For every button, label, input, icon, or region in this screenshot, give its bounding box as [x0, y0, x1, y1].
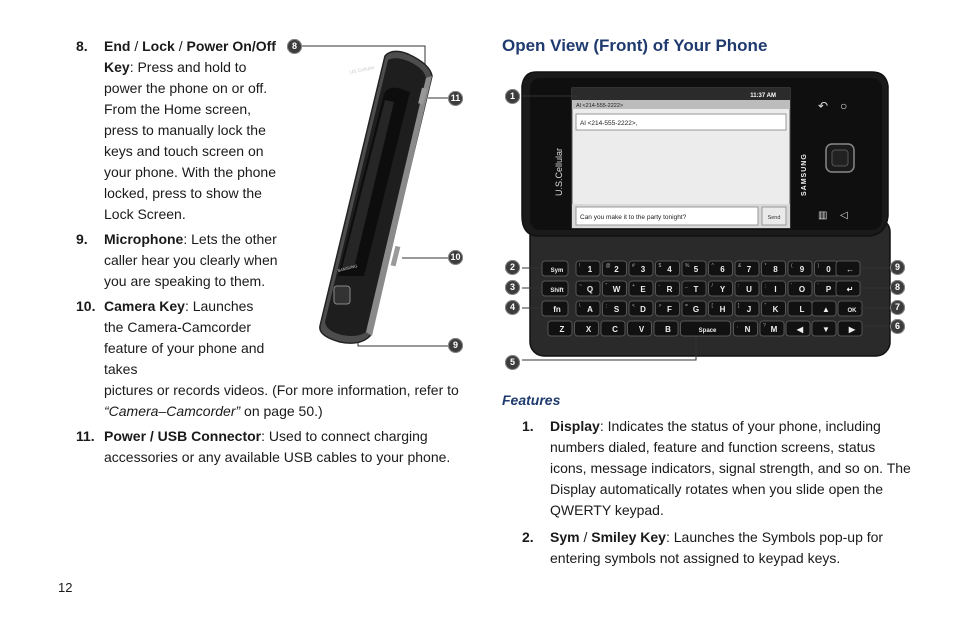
key-5-label: 5 [693, 265, 699, 274]
key-n-label: N [744, 325, 751, 334]
message-field: Can you make it to the party tonight? [580, 214, 687, 221]
callout-10: 10 [448, 250, 463, 265]
key-w-label: W [612, 285, 621, 294]
lock-key-label: Lock [142, 38, 175, 54]
key-y-symbol: / [711, 283, 713, 289]
list-item-11 [76, 426, 454, 468]
open-view-phone-figure [500, 66, 920, 366]
key-s-label: S [613, 305, 620, 314]
callout-8: 8 [287, 39, 302, 54]
search-icon[interactable]: ○ [840, 99, 848, 113]
power-usb-label: Power / USB Connector [104, 428, 262, 444]
backspace-key-label: ← [846, 265, 854, 274]
camera-key-label: Camera Key [104, 298, 185, 314]
key-i-symbol: ; [764, 283, 766, 289]
key-g-label: G [692, 305, 700, 314]
key-m-symbol: ? [763, 323, 766, 329]
callout-1: 1 [505, 89, 520, 104]
key-0-label: 0 [826, 265, 831, 274]
side-phone-brand: US Cellular [349, 64, 376, 76]
key-d-label: D [640, 305, 646, 314]
key-v-label: V [638, 325, 645, 334]
feature-item-1 [522, 416, 912, 521]
back-icon[interactable]: ↶ [818, 99, 829, 113]
key-1-label: 1 [587, 265, 593, 274]
shift-key-label: Shift [550, 288, 564, 294]
key-4-label: 4 [667, 265, 672, 274]
key-c-label: C [612, 325, 618, 334]
right-column [522, 416, 912, 573]
side-phone-maker: SAMSUNG [337, 263, 358, 273]
key-4-symbol: $ [658, 263, 662, 269]
key-b-label: B [665, 325, 671, 334]
item-number: 10. [76, 298, 96, 314]
key-a-label: A [587, 305, 593, 314]
carrier-logo: U.S.Cellular [554, 147, 564, 196]
key-r-label: R [666, 285, 673, 294]
conversation-header: Al <214-555-2222> [576, 103, 624, 109]
key-t-label: T [693, 285, 699, 294]
key-9-label: 9 [799, 265, 805, 274]
key-z-label: Z [559, 325, 565, 334]
key-7-symbol: & [738, 263, 742, 269]
fn-key-label: fn [553, 305, 561, 314]
key-e-symbol: + [632, 283, 635, 289]
microphone-label: Microphone [104, 231, 184, 247]
key-m-label: M [770, 325, 778, 334]
key-k-label: K [772, 305, 779, 314]
key-x-label: X [585, 325, 592, 334]
enter-key-label: ↵ [846, 285, 854, 294]
callout-11: 11 [448, 91, 463, 106]
features-subheading: Features [502, 392, 561, 408]
ok-key-label: OK [847, 308, 857, 314]
smiley-key-label: Smiley Key [591, 529, 666, 545]
key-0-symbol: ) [817, 263, 820, 269]
item-number: 8. [76, 38, 88, 54]
key-h-symbol: [ [711, 303, 713, 309]
display-label: Display [550, 418, 600, 434]
key-k-symbol: " [764, 303, 767, 309]
key-3-symbol: # [632, 263, 635, 269]
list-item-10: 10. Camera Key: Launches the Camera-Camcorder feature of your phone and takes pictures or records videos. (For more information, refer to “Camera–Camcorder” on page 50.) [76, 298, 459, 419]
callout-8-open: 8 [890, 280, 905, 295]
nav-up-key-label: ▲ [822, 305, 830, 314]
home-icon[interactable]: ◁ [840, 210, 848, 221]
sym-key-label: Sym [550, 268, 564, 274]
list-item-8: 8. End / Lock / Power On/Off Key: Press and hold to power the phone on or off. From the Home screen, press to manually lock the keys and touch screen on your phone. With the phone locked, press to show the Lock Screen. [76, 38, 277, 222]
sym-key-label: Sym [550, 529, 580, 545]
key-q-symbol: ~ [579, 283, 582, 289]
key-r-symbol: - [658, 283, 661, 289]
key-d-symbol: < [632, 303, 635, 309]
nav-right-key-label: ▶ [848, 325, 856, 334]
key-9-symbol: ( [791, 263, 793, 269]
key-u-label: U [746, 285, 752, 294]
key-n-symbol: , [736, 323, 738, 329]
item-description: : Used to connect charging accessories or any available USB cables to your phone. [104, 428, 451, 465]
end-key-label: End [104, 38, 131, 54]
key-j-symbol: ] [738, 303, 740, 309]
key-j-label: J [746, 305, 752, 314]
callout-6: 6 [890, 319, 905, 334]
key-u-symbol: : [738, 283, 740, 289]
key-1-symbol: ! [579, 263, 581, 269]
item-number: 9. [76, 231, 88, 247]
item-number: 11. [76, 428, 95, 444]
menu-icon[interactable]: ▥ [818, 210, 828, 221]
key-a-symbol: \ [579, 303, 581, 309]
side-view-phone-figure [280, 36, 470, 356]
item-description: : Indicates the status of your phone, including numbers dialed, feature and function screens, status icons, message indicators, signal strength, and so on. The Display automatically rotates when you slide open the QWERTY keypad. [550, 418, 911, 518]
key-w-symbol: " [605, 283, 608, 289]
key-i-label: I [774, 285, 777, 294]
key-3-label: 3 [640, 265, 646, 274]
maker-logo: SAMSUNG [801, 153, 808, 196]
key-o-symbol: ' [791, 283, 792, 289]
callout-7: 7 [890, 300, 905, 315]
callout-4: 4 [505, 300, 520, 315]
key-6-symbol: ^ [711, 263, 714, 269]
item-number: 2. [522, 529, 534, 545]
key-6-label: 6 [720, 265, 725, 274]
key-q-label: Q [586, 285, 594, 294]
key-o-label: O [798, 285, 806, 294]
item-description: : Launches the Symbols pop-up for entering symbols not assigned to keypad keys. [550, 529, 884, 566]
key-8-symbol: * [764, 263, 767, 269]
nav-down-key-label: ▼ [822, 325, 830, 334]
callout-2: 2 [505, 260, 520, 275]
key-e-label: E [640, 285, 646, 294]
key-f-symbol: > [658, 303, 662, 309]
feature-item-2: 2. Sym / Smiley Key: Launches the Symbols pop-up for entering symbols not assigned to keypad keys. [522, 529, 884, 566]
list-item-9 [76, 229, 284, 292]
power-key-label: Power On/Off Key [104, 38, 276, 75]
recipient-field: Al <214-555-2222>, [580, 120, 638, 127]
key-2-symbol: @ [605, 263, 611, 269]
key-g-symbol: = [685, 303, 688, 309]
key-7-label: 7 [746, 265, 752, 274]
callout-9: 9 [448, 338, 463, 353]
key-8-label: 8 [773, 265, 778, 274]
status-time: 11:37 AM [750, 93, 776, 99]
item-number: 1. [522, 418, 534, 434]
callout-3: 3 [505, 280, 520, 295]
nav-left-key-label: ◀ [796, 325, 804, 334]
section-heading: Open View (Front) of Your Phone [502, 36, 768, 55]
key-l-label: L [799, 305, 805, 314]
cross-reference-link[interactable]: “Camera–Camcorder” [104, 403, 241, 419]
callout-9-open: 9 [890, 260, 905, 275]
space-key-label: Space [698, 328, 717, 334]
key-2-label: 2 [614, 265, 619, 274]
key-p-label: P [825, 285, 832, 294]
key-t-symbol: _ [685, 283, 688, 289]
send-button[interactable]: Send [767, 215, 781, 221]
item-description: : Press and hold to power the phone on or off. From the Home screen, press to manually lock the keys and touch screen on your phone. With the phone locked, press to show the Lock Screen. [104, 59, 277, 222]
key-f-label: F [667, 305, 672, 314]
key-p-symbol: ' [817, 283, 819, 289]
key-5-symbol: % [685, 263, 690, 269]
key-s-symbol: ; [605, 303, 607, 309]
key-y-label: Y [719, 285, 726, 294]
callout-5: 5 [505, 355, 520, 370]
item-description: : Lets the other caller hear you clearly when you are speaking to them. [104, 231, 278, 289]
page-number: 12 [58, 580, 73, 595]
key-h-label: H [719, 305, 726, 314]
item-description: : Launches the Camera-Camcorder feature of your phone and takes [104, 298, 265, 377]
